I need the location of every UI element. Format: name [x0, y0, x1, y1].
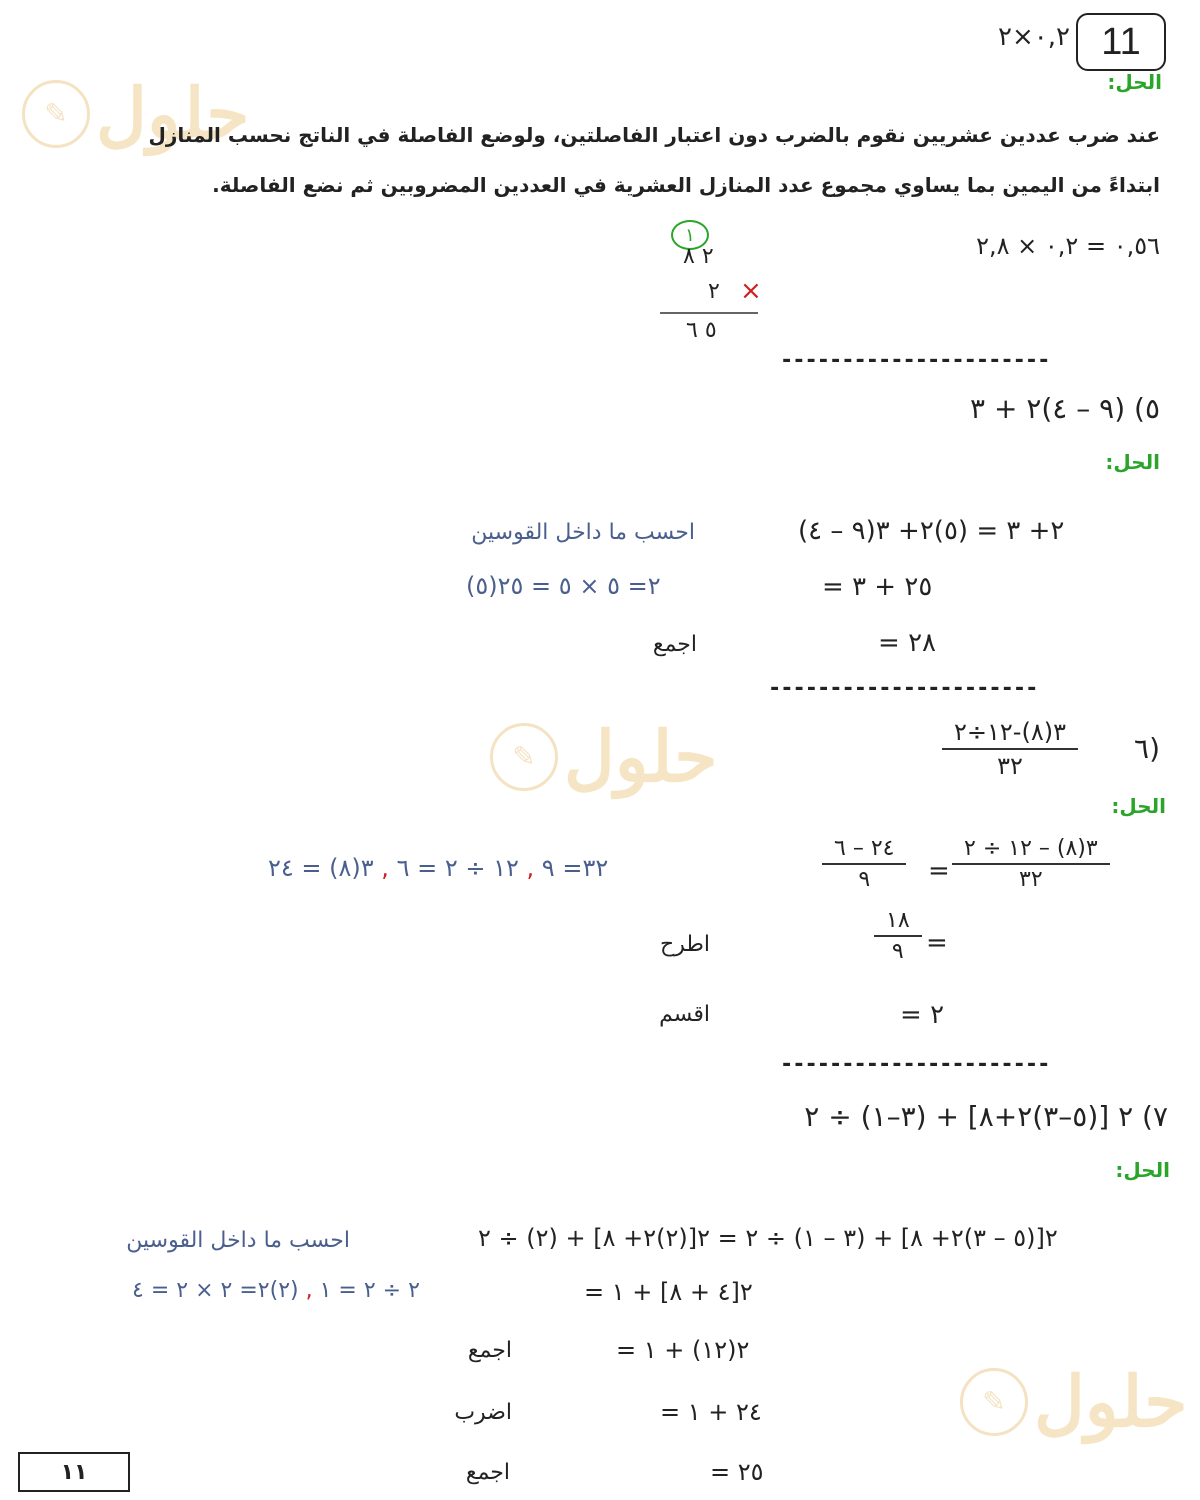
divider: ---------------------- — [768, 676, 1038, 701]
q6-lhs-fraction — [958, 836, 1104, 892]
q6-note-b: ١٢ ÷ ٢ = ٦ — [396, 854, 519, 882]
product-line — [660, 312, 758, 314]
q6-note-c: ٣٢= ٩ — [541, 854, 609, 882]
solution-label: الحل: — [1115, 1158, 1170, 1182]
q5-step2-note: (٥)٢= ٥ × ٥ = ٢٥ — [466, 572, 661, 600]
divider: ---------------------- — [780, 1052, 1050, 1077]
solution-label: الحل: — [1107, 70, 1162, 94]
q6-lhs-numerator: ٣(٨) – ١٢ ÷ ٢ — [964, 836, 1098, 861]
solution-label: الحل: — [1111, 794, 1166, 818]
divider: ---------------------- — [780, 348, 1050, 373]
solution-label: الحل: — [1105, 450, 1160, 474]
q6-step2-numerator: ١٨ — [886, 908, 910, 933]
book-icon: ✎ — [22, 80, 90, 148]
q5-problem: ٥) (٩ – ٤)٢ + ٣ — [970, 392, 1160, 425]
q7-step4-note: اضرب — [454, 1400, 512, 1425]
q11-product: ٥ ٦ — [686, 318, 717, 343]
q7-note-b: ٢ ÷ ٢ = ١ — [319, 1278, 420, 1303]
watermark-logo — [960, 1360, 1187, 1443]
q11-result: ٠,٥٦ = ٠,٢ × ٢,٨ — [976, 232, 1160, 260]
q6-rhs-numerator: ٢٤ – ٦ — [834, 836, 895, 861]
book-icon: ✎ — [490, 723, 558, 791]
q11-top-number: ٢ ٨ — [683, 244, 714, 269]
watermark-text: حلول — [564, 715, 718, 798]
q6-rhs-denominator: ٩ — [822, 863, 906, 892]
q11-explanation-line2: ابتداءً من اليمين بما يساوي مجموع عدد المنازل العشرية في العددين المضروبين ثم نضع الفاصلة. — [212, 173, 1160, 197]
q6-step2-note: اطرح — [660, 932, 710, 957]
q6-note-a: ٣(٨) = ٢٤ — [268, 854, 374, 882]
q7-step1-note: احسب ما داخل القوسين — [126, 1228, 350, 1253]
q7-step3: = ٢(١٢) + ١ — [616, 1336, 750, 1364]
equals-sign: = — [926, 928, 948, 958]
q6-step3-note: اقسم — [659, 1002, 710, 1027]
q5-step3: = ٢٨ — [878, 628, 936, 658]
q5-step2: = ٢٥ + ٣ — [822, 572, 933, 602]
q6-problem-fraction — [948, 718, 1072, 780]
q7-step5: = ٢٥ — [710, 1458, 764, 1486]
watermark-logo — [490, 715, 717, 798]
q7-problem: ٧) ٢ [(٥–٣)٢+٨] + (٣–١) ÷ ٢ — [804, 1100, 1168, 1133]
q7-step2: = ٢[٤ + ٨] + ١ — [584, 1278, 753, 1306]
q7-step4: = ٢٤ + ١ — [660, 1398, 762, 1426]
q6-lhs-denominator: ٣٢ — [952, 863, 1110, 892]
q6-problem-numerator: ٣(٨)-١٢÷٢ — [954, 718, 1066, 746]
footer-page-number: ١١ — [18, 1452, 130, 1492]
q11-bottom-number: ٢ — [708, 279, 720, 304]
q5-step3-note: اجمع — [652, 632, 697, 657]
page-number-badge: 11 — [1076, 13, 1166, 71]
q7-note-a: (٢)٢= ٢ × ٢ = ٤ — [132, 1278, 299, 1303]
q6-rhs-fraction — [828, 836, 900, 892]
q6-notes: ٣٢= ٩ , ١٢ ÷ ٢ = ٦ , ٣(٨) = ٢٤ — [268, 854, 609, 882]
book-icon: ✎ — [960, 1368, 1028, 1436]
q7-step3-note: اجمع — [467, 1338, 512, 1363]
multiply-icon: × — [740, 276, 762, 306]
q5-step1: (٩ – ٤)٢+ ٣ = (٥)٢+ ٣ — [798, 516, 1065, 546]
q7-step2-notes: ٢ ÷ ٢ = ١ , (٢)٢= ٢ × ٢ = ٤ — [132, 1278, 420, 1303]
watermark-text: حلول — [96, 72, 250, 155]
q6-step2-denominator: ٩ — [874, 935, 922, 964]
q7-step5-note: اجمع — [465, 1460, 510, 1485]
q11-problem: ٠,٢×٢ — [998, 22, 1070, 52]
q6-problem-denominator: ٣٢ — [942, 748, 1078, 780]
q11-explanation-line1: عند ضرب عددين عشريين نقوم بالضرب دون اعتبار الفاصلتين، ولوضع الفاصلة في الناتج نحسب المنازل — [148, 123, 1160, 147]
q6-step2-fraction — [880, 908, 916, 964]
equals-sign: = — [928, 856, 950, 886]
q5-step1-note: احسب ما داخل القوسين — [471, 520, 695, 545]
q6-step3: = ٢ — [900, 1000, 945, 1030]
watermark-text: حلول — [1034, 1360, 1188, 1443]
carry-digit: ١ — [685, 224, 695, 246]
q7-step1: ٢[(٥ – ٣)٢+ ٨] + (٣ – ١) ÷ ٢ = ٢[(٢)٢+ ٨] + (٢) ÷ ٢ — [478, 1224, 1058, 1252]
q6-label: ٦) — [1134, 732, 1160, 765]
